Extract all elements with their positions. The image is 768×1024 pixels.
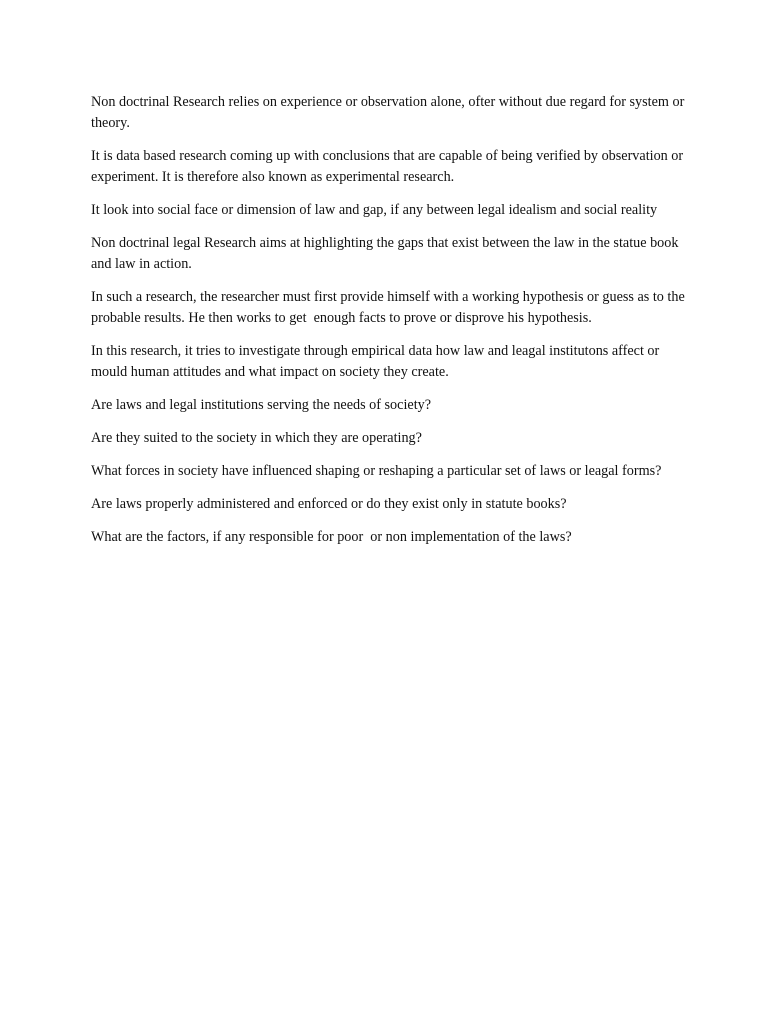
document-body xyxy=(91,92,691,560)
paragraph-6: In this research, it tries to investigate through empirical data how law and leagal institutons affect or mould human attitudes and what impact on society they create. xyxy=(91,343,663,380)
question-1: Are laws and legal institutions serving the needs of society? xyxy=(91,397,432,413)
question-4: Are laws properly administered and enforced or do they exist only in statute books? xyxy=(91,496,567,512)
question-5: What are the factors, if any responsible for poor or non implementation of the laws? xyxy=(91,529,572,545)
paragraph-3: It look into social face or dimension of law and gap, if any between legal idealism and social reality xyxy=(91,202,658,218)
paragraph-5: In such a research, the researcher must first provide himself with a working hypothesis or guess as to the probable results. He then works to get enough facts to prove or disprove his hypothesis. xyxy=(91,289,689,326)
paragraph-4: Non doctrinal legal Research aims at highlighting the gaps that exist between the law in the statue book and law in action. xyxy=(91,235,682,272)
question-2: Are they suited to the society in which they are operating? xyxy=(91,430,422,446)
paragraph-1: Non doctrinal Research relies on experience or observation alone, ofter without due regard for system or theory. xyxy=(91,94,688,131)
paragraph-2: It is data based research coming up with conclusions that are capable of being verified by observation or experiment. It is therefore also known as experimental research. xyxy=(91,148,687,185)
question-3: What forces in society have influenced shaping or reshaping a particular set of laws or leagal forms? xyxy=(91,463,662,479)
